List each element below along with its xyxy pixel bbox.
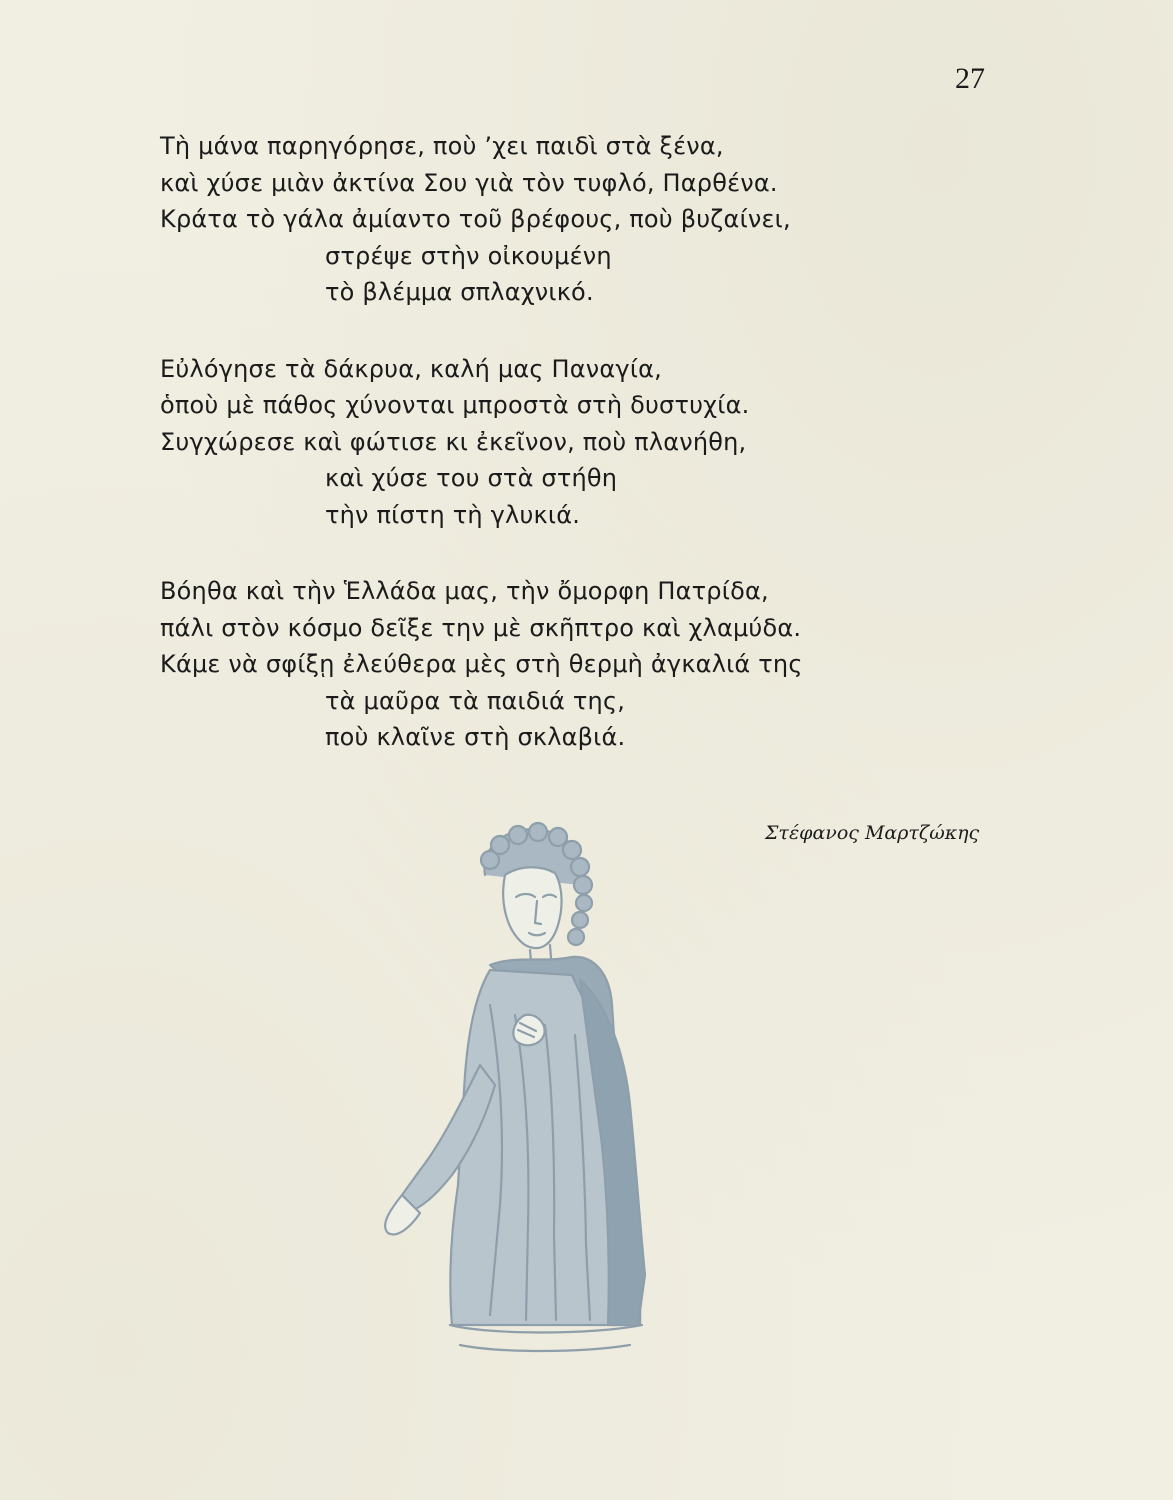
- poem-line: τὴν πίστη τὴ γλυκιά.: [325, 500, 581, 529]
- poem-line: καὶ χύσε του στὰ στήθη: [325, 464, 618, 492]
- stanza-3: [160, 573, 1020, 756]
- poem-line: τὰ μαῦρα τὰ παιδιά της,: [325, 686, 626, 715]
- byzantine-figure-illustration: [340, 805, 720, 1365]
- poem-line: Εὐλόγησε τὰ δάκρυα, καλή μας Παναγία,: [160, 354, 662, 383]
- poem-line: Βόηθα καὶ τὴν Ἑλλάδα μας, τὴν ὄμορφη Πατρίδα,: [160, 577, 769, 605]
- poem-author: Στέφανος Μαρτζώκης: [765, 822, 980, 844]
- poem-line: στρέψε στὴν οἰκουμένη: [325, 241, 612, 270]
- page-number: 27: [955, 62, 985, 95]
- poem-line: πάλι στὸν κόσμο δεῖξε την μὲ σκῆπτρο καὶ χλαμύδα.: [160, 613, 802, 642]
- poem: [160, 128, 1020, 796]
- poem-line: καὶ χύσε μιὰν ἀκτίνα Σου γιὰ τὸν τυφλό, Παρθένα.: [160, 168, 778, 197]
- poem-line: τὸ βλέμμα σπλαχνικό.: [325, 278, 594, 306]
- poem-line: Τὴ μάνα παρηγόρησε, ποὺ ’χει παιδὶ στὰ ξένα,: [160, 132, 724, 160]
- poem-line: Συγχώρεσε καὶ φώτισε κι ἐκεῖνον, ποὺ πλανήθη,: [160, 427, 747, 456]
- poem-line: Κράτα τὸ γάλα ἀμίαντο τοῦ βρέφους, ποὺ βυζαίνει,: [160, 205, 791, 233]
- poem-line: ὁποὺ μὲ πάθος χύνονται μπροστὰ στὴ δυστυχία.: [160, 391, 750, 419]
- stanza-2: [160, 351, 1020, 534]
- stanza-1: [160, 128, 1020, 311]
- poem-line: ποὺ κλαῖνε στὴ σκλαβιά.: [325, 723, 626, 751]
- poem-line: Κάμε νὰ σφίξῃ ἐλεύθερα μὲς στὴ θερμὴ ἀγκαλιά της: [160, 650, 803, 678]
